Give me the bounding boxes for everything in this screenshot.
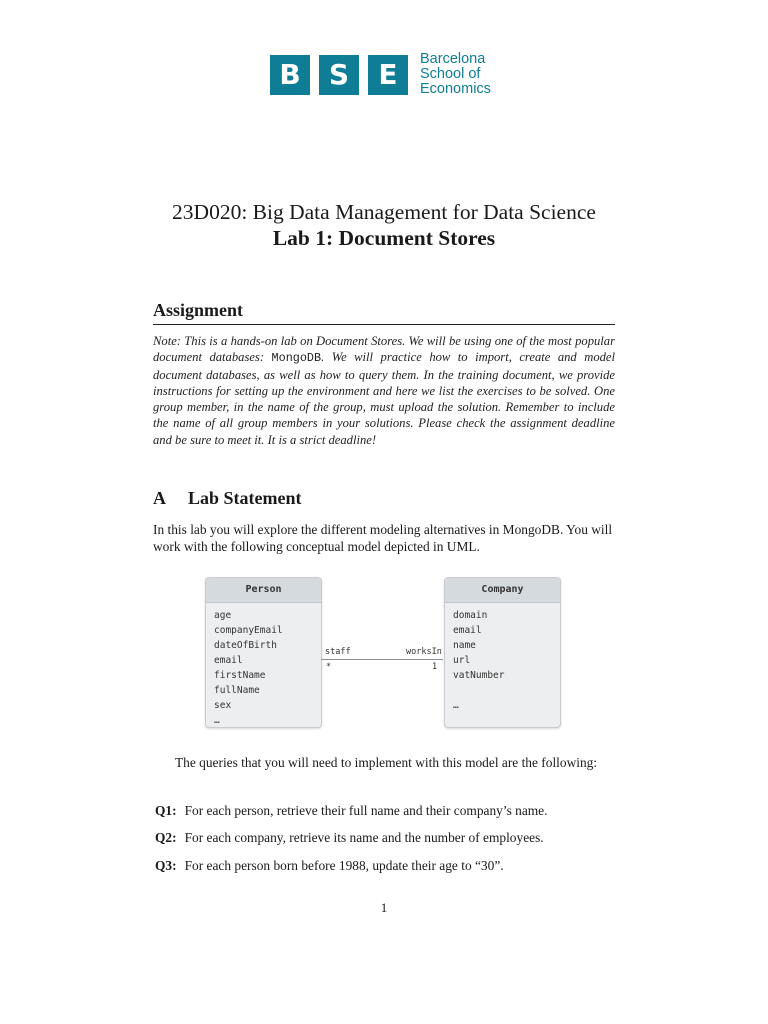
section-a-intro: In this lab you will explore the different modeling alternatives in MongoDB. You will work with the following conceptual model depicted in UML. [153,522,613,554]
logo-wordmark [420,52,491,97]
query-q1 [155,803,547,819]
query-q2 [155,830,544,846]
note-mongodb: MongoDB [271,351,322,366]
logo-letter-s: S [319,55,359,95]
left-multiplicity: * [326,662,332,672]
person-attr: companyEmail [214,625,283,636]
company-attr: url [453,655,471,666]
company-attr [453,683,552,698]
query-label: Q1: [155,803,177,818]
assignment-note [153,333,615,448]
uml-class-company [444,577,561,728]
person-attributes [206,603,321,728]
query-q3 [155,858,504,874]
logo-letter-b: B [270,55,310,95]
note-text-2: . We will practice how to import, create and model document databases, as well as how to query them. In the training document, we provide instructions for setting up the environment and here we list the exercises to be solved. One group member, in the name of the group, must upload the solution. Remember to include the name of all group members in your solutions. Please check the assignment deadline and be sure to meet it. It is a strict deadline! [153,350,615,447]
query-text: For each person, retrieve their full name and their company’s name. [184,803,548,818]
person-class-name: Person [206,578,321,603]
person-attr: age [214,610,232,621]
query-text: For each person born before 1988, update their age to “30”. [184,858,504,873]
logo-line-3: Economics [420,81,491,97]
person-attr: … [214,715,220,726]
company-attr: email [453,625,482,636]
section-a-heading [153,488,302,509]
assignment-heading: Assignment [153,300,244,320]
company-attributes [445,603,560,713]
note-text-1: Note: This is a hands-on lab on Document Stores. We will be using one of the most popular document databases: [153,334,615,365]
section-title: Lab Statement [188,488,302,508]
queries-intro: The queries that you will need to implement with this model are the following: [175,755,598,770]
company-attr: … [453,700,459,711]
right-role-label: worksIn [406,647,442,657]
left-role-label: staff [325,647,351,657]
person-attr: dateOfBirth [214,640,277,651]
company-attr: vatNumber [453,670,505,681]
section-number: A [153,488,166,508]
person-attr: fullName [214,685,260,696]
lab-title: Lab 1: Document Stores [272,226,496,250]
query-label: Q3: [155,858,177,873]
association-line [321,659,443,660]
logo-line-1: Barcelona [420,51,486,67]
uml-class-person [205,577,322,728]
heading-rule [153,324,615,325]
course-title: 23D020: Big Data Management for Data Science [172,200,596,224]
person-attr: email [214,655,243,666]
company-attr: name [453,640,476,651]
page-number: 1 [380,900,388,915]
right-multiplicity: 1 [432,662,438,672]
logo-letter-e: E [368,55,408,95]
company-class-name: Company [445,578,560,603]
person-attr: sex [214,700,232,711]
bse-logo [270,52,491,97]
person-attr: firstName [214,670,266,681]
logo-line-2: School of [420,66,481,82]
query-text: For each company, retrieve its name and the number of employees. [184,830,544,845]
query-label: Q2: [155,830,177,845]
company-attr: domain [453,610,488,621]
